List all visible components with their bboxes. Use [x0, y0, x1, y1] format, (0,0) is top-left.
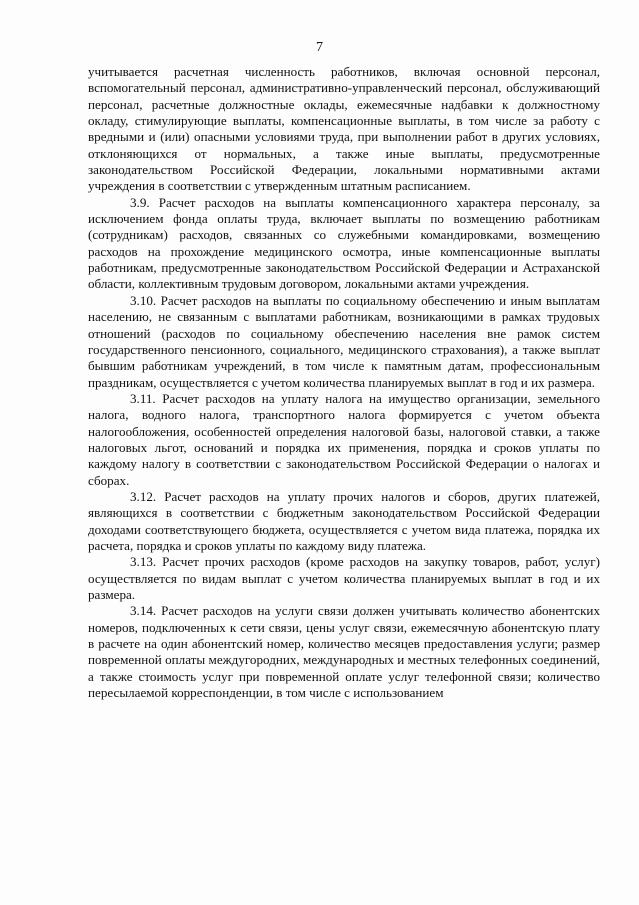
paragraph-3-14: 3.14. Расчет расходов на услуги связи должен учитывать количество абонентских номеров, подключенных к сети связи, цены услуг связи, ежемесячную абонентскую плату в расчете на один абонентский номер, количество месяцев предоставления услуги; размер повременной оплаты междугородних, международных и местных телефонных соединений, а также стоимость услуг при повременной оплате услуг телефонной связи; количество пересылаемой корреспонденции, в том числе с использованием	[88, 603, 600, 701]
paragraph-3-13: 3.13. Расчет прочих расходов (кроме расходов на закупку товаров, работ, услуг) осуществляется по видам выплат с учетом количества планируемых выплат в год и их размера.	[88, 554, 600, 602]
paragraph-3-9: 3.9. Расчет расходов на выплаты компенсационного характера персоналу, за исключением фонда оплаты труда, включает выплаты по возмещению работникам (сотрудникам) расходов, связанных со служебными командировками, возмещению расходов на прохождение медицинского осмотра, иные компенсационные выплаты работникам, предусмотренные законодательством Российской Федерации и Астраханской области, коллективным трудовым договором, локальными актами учреждения.	[88, 194, 600, 292]
document-body	[88, 64, 600, 701]
paragraph-continuation: учитывается расчетная численность работников, включая основной персонал, вспомогательный персонал, административно-управленческий персонал, обслуживающий персонал, расчетные должностные оклады, ежемесячные надбавки к должностному окладу, стимулирующие выплаты, компенсационные выплаты, в том числе за работу с вредными и (или) опасными условиями труда, при выполнении работ в других условиях, отклоняющихся от нормальных, а также иные выплаты, предусмотренные законодательством Российской Федерации, локальными нормативными актами учреждения в соответствии с утвержденным штатным расписанием.	[88, 64, 600, 194]
paragraph-3-10: 3.10. Расчет расходов на выплаты по социальному обеспечению и иным выплатам населению, не связанным с выплатами работникам, возникающими в рамках трудовых отношений (расходов по социальному обеспечению населения вне рамок систем государственного пенсионного, социального, медицинского страхования), а также выплат бывшим работникам учреждений, в том числе к памятным датам, профессиональным праздникам, осуществляется с учетом количества планируемых выплат в год и их размера.	[88, 292, 600, 390]
paragraph-3-12: 3.12. Расчет расходов на уплату прочих налогов и сборов, других платежей, являющихся в соответствии с бюджетным законодательством Российской Федерации доходами соответствующего бюджета, осуществляется с учетом вида платежа, порядка их расчета, порядка и сроков уплаты по каждому виду платежа.	[88, 488, 600, 553]
paragraph-3-11: 3.11. Расчет расходов на уплату налога на имущество организации, земельного налога, водного налога, транспортного налога формируется с учетом объекта налогообложения, особенностей определения налоговой базы, налоговой ставки, а также налоговых льгот, оснований и порядка их применения, порядка и сроков уплаты по каждому налогу в соответствии с законодательством Российской Федерации о налогах и сборах.	[88, 390, 600, 488]
page-number: 7	[316, 40, 323, 55]
